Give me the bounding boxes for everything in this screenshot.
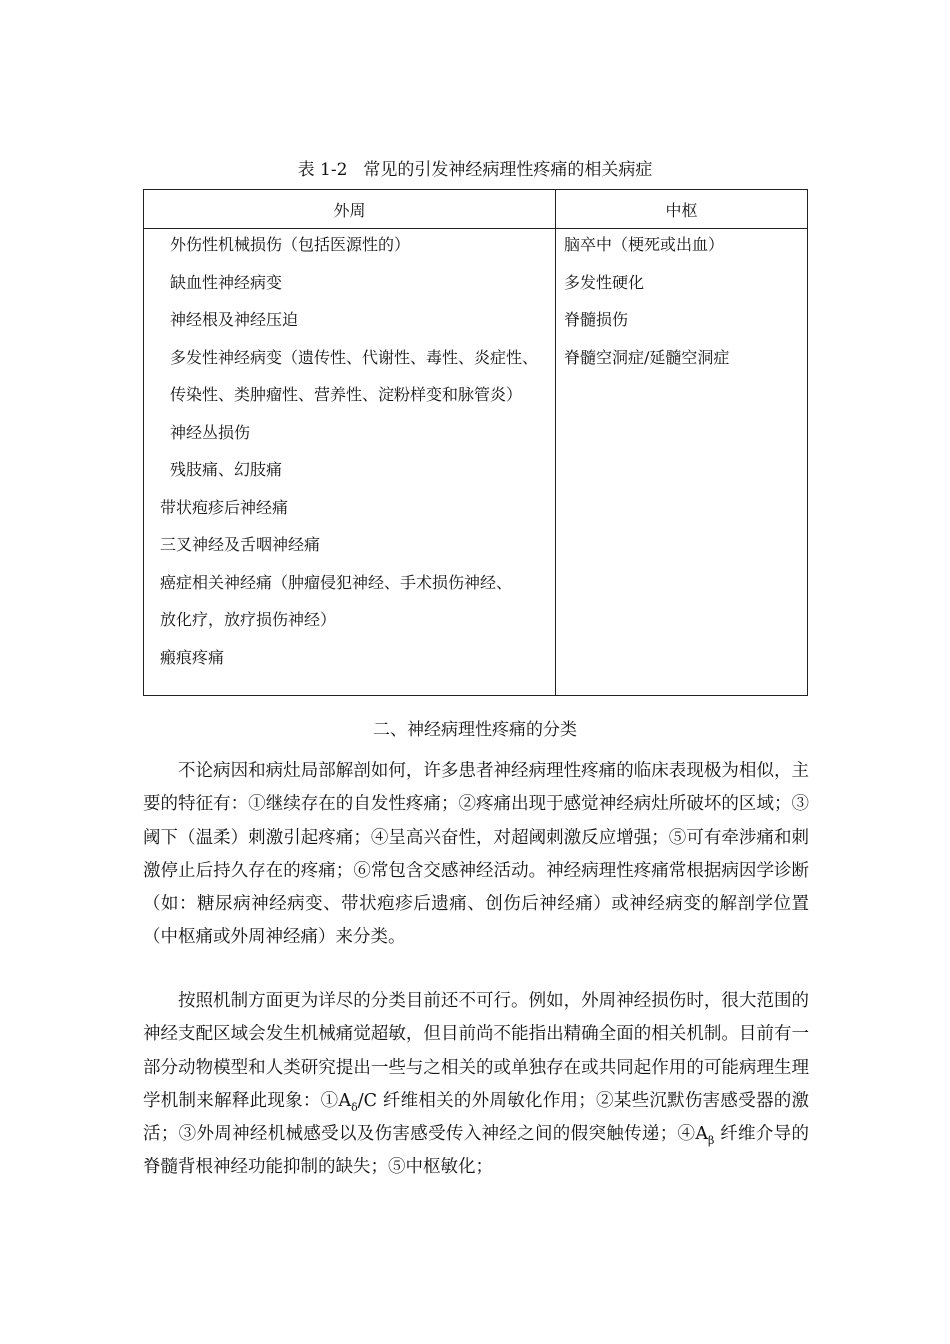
list-item: 放化疗，放疗损伤神经） (160, 610, 337, 629)
paragraph-2-part1: 按照机制方面更为详尽的分类目前还不可行。例如，外周神经损伤时，很大范围的神经支配区域会发生机械痛觉超敏，但目前尚不能指出精确全面的相关机制。目前有一部分动物模型和人类研究提出一些与之相关的或单独存在或共同起作用的可能病理生理学机制来解释此现象：①A (143, 991, 809, 1111)
list-item: 脑卒中（梗死或出血） (564, 235, 725, 254)
list-item: 缺血性神经病变 (170, 272, 283, 292)
list-item: 癌症相关神经痛（肿瘤侵犯神经、手术损伤神经、 (160, 572, 513, 592)
list-item: 神经根及神经压迫 (170, 310, 299, 329)
paragraph-2-part3: 纤维介导的脊髓背根神经功能抑制的缺失；⑤中枢敏化； (143, 1124, 809, 1178)
list-item: 带状疱疹后神经痛 (160, 497, 289, 517)
paragraph-2 (143, 985, 809, 1185)
list-item: 多发性神经病变（遗传性、代谢性、毒性、炎症性、 (170, 347, 539, 367)
table-header-peripheral: 外周 (144, 190, 556, 229)
list-item: 瘢痕疼痛 (160, 647, 225, 667)
table-caption (0, 158, 950, 182)
list-item: 脊髓空洞症/延髓空洞症 (564, 347, 730, 367)
central-column (556, 229, 808, 696)
table-caption-title: 常见的引发神经病理性疼痛的相关病症 (363, 160, 653, 180)
list-item: 外伤性机械损伤（包括医源性的） (170, 235, 411, 254)
conditions-table (143, 189, 808, 696)
paragraph-2-part2: /C 纤维相关的外周敏化作用；②某些沉默伤害感受器的激活；③外周神经机械感受以及伤害感受传入神经之间的假突触传递；④A (143, 1090, 809, 1145)
subscript-beta: β (707, 1134, 715, 1148)
section-heading: 二、神经病理性疼痛的分类 (373, 720, 577, 740)
list-item: 多发性硬化 (564, 272, 645, 292)
table-caption-number: 表 1-2 (297, 160, 348, 180)
paragraph-1: 不论病因和病灶局部解剖如何，许多患者神经病理性疼痛的临床表现极为相似，主要的特征有：①继续存在的自发性疼痛；②疼痛出现于感觉神经病灶所破坏的区域；③阈下（温柔）刺激引起疼痛；④呈高兴奋性，对超阈刺激反应增强；⑤可有牵涉痛和刺激停止后持久存在的疼痛；⑥常包含交感神经活动。神经病理性疼痛常根据病因学诊断（如：糖尿病神经病变、带状疱疹后遗痛、创伤后神经痛）或神经病变的解剖学位置（中枢痛或外周神经痛）来分类。 (143, 761, 809, 948)
subscript-delta: δ (351, 1100, 358, 1114)
list-item: 神经丛损伤 (170, 422, 251, 442)
list-item: 传染性、类肿瘤性、营养性、淀粉样变和脉管炎） (170, 385, 523, 404)
peripheral-column (144, 229, 556, 696)
list-item: 残肢痛、幻肢痛 (170, 460, 283, 479)
list-item: 脊髓损伤 (564, 310, 629, 329)
list-item: 三叉神经及舌咽神经痛 (160, 535, 321, 554)
table-header-central: 中枢 (556, 190, 808, 229)
